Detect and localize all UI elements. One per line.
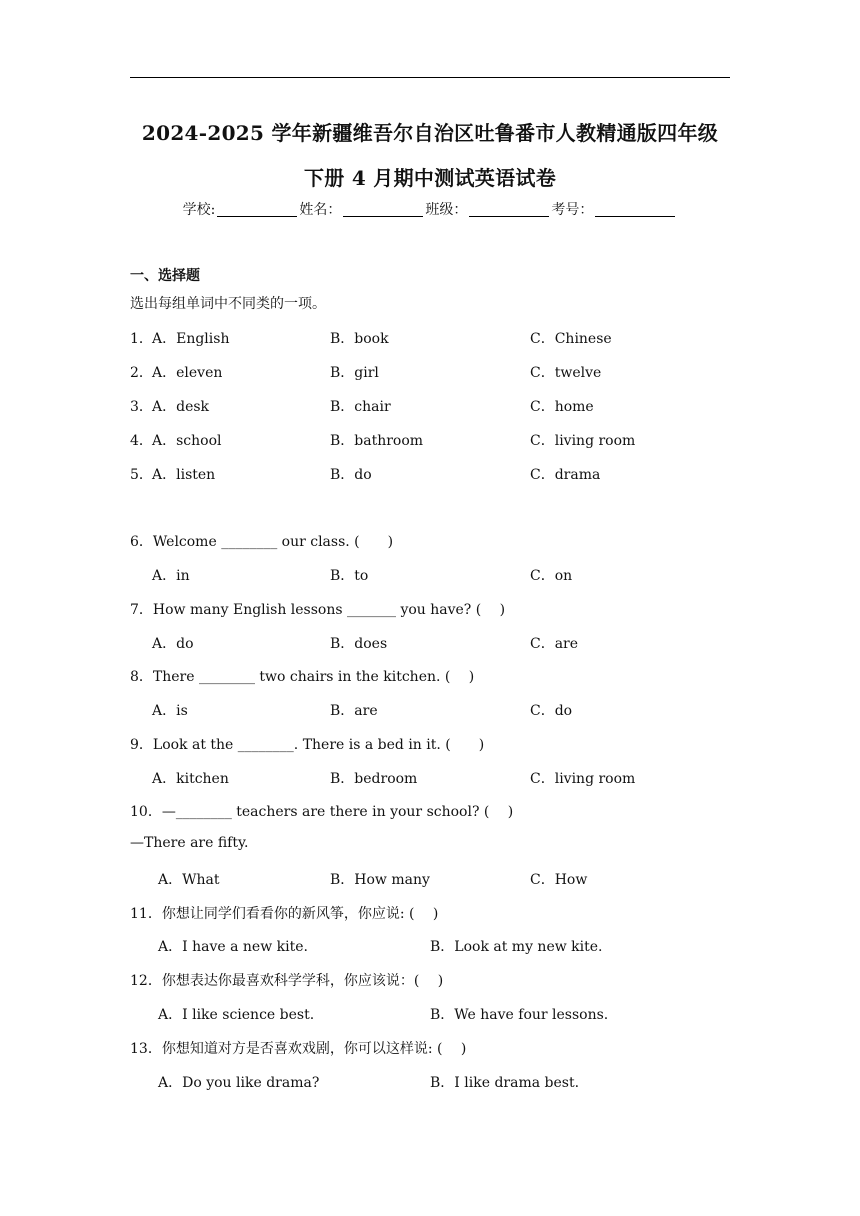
class-blank bbox=[469, 202, 549, 217]
option-a: A．school bbox=[152, 433, 222, 449]
option-c: C．How bbox=[530, 872, 588, 888]
exam-number-label: 考号： bbox=[551, 202, 594, 218]
option-c: C．Chinese bbox=[530, 331, 612, 347]
option-a: A．Do you like drama? bbox=[158, 1075, 320, 1091]
option-b: B．bedroom bbox=[330, 771, 418, 787]
class-label: 班级： bbox=[425, 202, 468, 218]
option-a: A．eleven bbox=[152, 365, 223, 381]
header-rule bbox=[130, 77, 730, 78]
question-number: 2． bbox=[130, 365, 153, 381]
option-b: B．We have four lessons. bbox=[430, 1007, 609, 1023]
option-b: B．do bbox=[330, 467, 372, 483]
question-stem: 11．你想让同学们看看你的新风筝，你应说: ( ) bbox=[130, 906, 439, 922]
option-c: C．twelve bbox=[530, 365, 602, 381]
option-c: C．are bbox=[530, 636, 579, 652]
section-title: 一、选择题 bbox=[130, 268, 200, 284]
option-c: C．drama bbox=[530, 467, 601, 483]
school-label: 学校: bbox=[182, 202, 216, 218]
exam-title-line1: 2024-2025 学年新疆维吾尔自治区吐鲁番市人教精通版四年级 bbox=[141, 121, 719, 145]
option-a: A．I have a new kite. bbox=[158, 939, 308, 955]
option-c: C．on bbox=[530, 568, 573, 584]
option-b: B．chair bbox=[330, 399, 391, 415]
question-stem: 8．There ________ two chairs in the kitchen. ( ) bbox=[130, 669, 475, 685]
student-info-row bbox=[0, 199, 860, 219]
option-a: A．kitchen bbox=[152, 771, 229, 787]
question-stem: 6．Welcome ________ our class. ( ) bbox=[130, 534, 394, 550]
question-stem: 10．—________ teachers are there in your school? ( ) bbox=[130, 804, 514, 820]
option-a: A．English bbox=[152, 331, 230, 347]
exam-title-line2: 下册 4 月期中测试英语试卷 bbox=[303, 166, 557, 190]
option-a: A．listen bbox=[152, 467, 216, 483]
school-blank bbox=[217, 202, 297, 217]
name-blank bbox=[343, 202, 423, 217]
question-number: 4． bbox=[130, 433, 153, 449]
option-a: A．What bbox=[158, 872, 220, 888]
option-c: C．living room bbox=[530, 771, 636, 787]
question-number: 5． bbox=[130, 467, 153, 483]
option-c: C．home bbox=[530, 399, 594, 415]
option-b: B．girl bbox=[330, 365, 379, 381]
question-stem: 7．How many English lessons _______ you have? ( ) bbox=[130, 602, 506, 618]
option-b: B．I like drama best. bbox=[430, 1075, 580, 1091]
question-number: 3． bbox=[130, 399, 153, 415]
option-b: B．Look at my new kite. bbox=[430, 939, 603, 955]
option-a: A．I like science best. bbox=[158, 1007, 315, 1023]
question-stem: 13．你想知道对方是否喜欢戏剧，你可以这样说: ( ) bbox=[130, 1041, 467, 1057]
option-c: C．living room bbox=[530, 433, 636, 449]
exam-number-blank bbox=[595, 202, 675, 217]
option-a: A．desk bbox=[152, 399, 210, 415]
option-b: B．to bbox=[330, 568, 369, 584]
option-a: A．is bbox=[152, 703, 188, 719]
name-label: 姓名： bbox=[299, 202, 342, 218]
dialogue-reply: —There are fifty. bbox=[130, 835, 249, 851]
option-c: C．do bbox=[530, 703, 573, 719]
question-number: 1． bbox=[130, 331, 153, 347]
option-b: B．How many bbox=[330, 872, 430, 888]
option-b: B．are bbox=[330, 703, 378, 719]
option-a: A．do bbox=[152, 636, 194, 652]
section-instruction: 选出每组单词中不同类的一项。 bbox=[130, 296, 326, 312]
question-stem: 9．Look at the ________. There is a bed in it. ( ) bbox=[130, 737, 485, 753]
option-b: B．bathroom bbox=[330, 433, 424, 449]
option-a: A．in bbox=[152, 568, 190, 584]
question-stem: 12．你想表达你最喜欢科学学科，你应该说：( ) bbox=[130, 973, 444, 989]
option-b: B．does bbox=[330, 636, 388, 652]
option-b: B．book bbox=[330, 331, 389, 347]
